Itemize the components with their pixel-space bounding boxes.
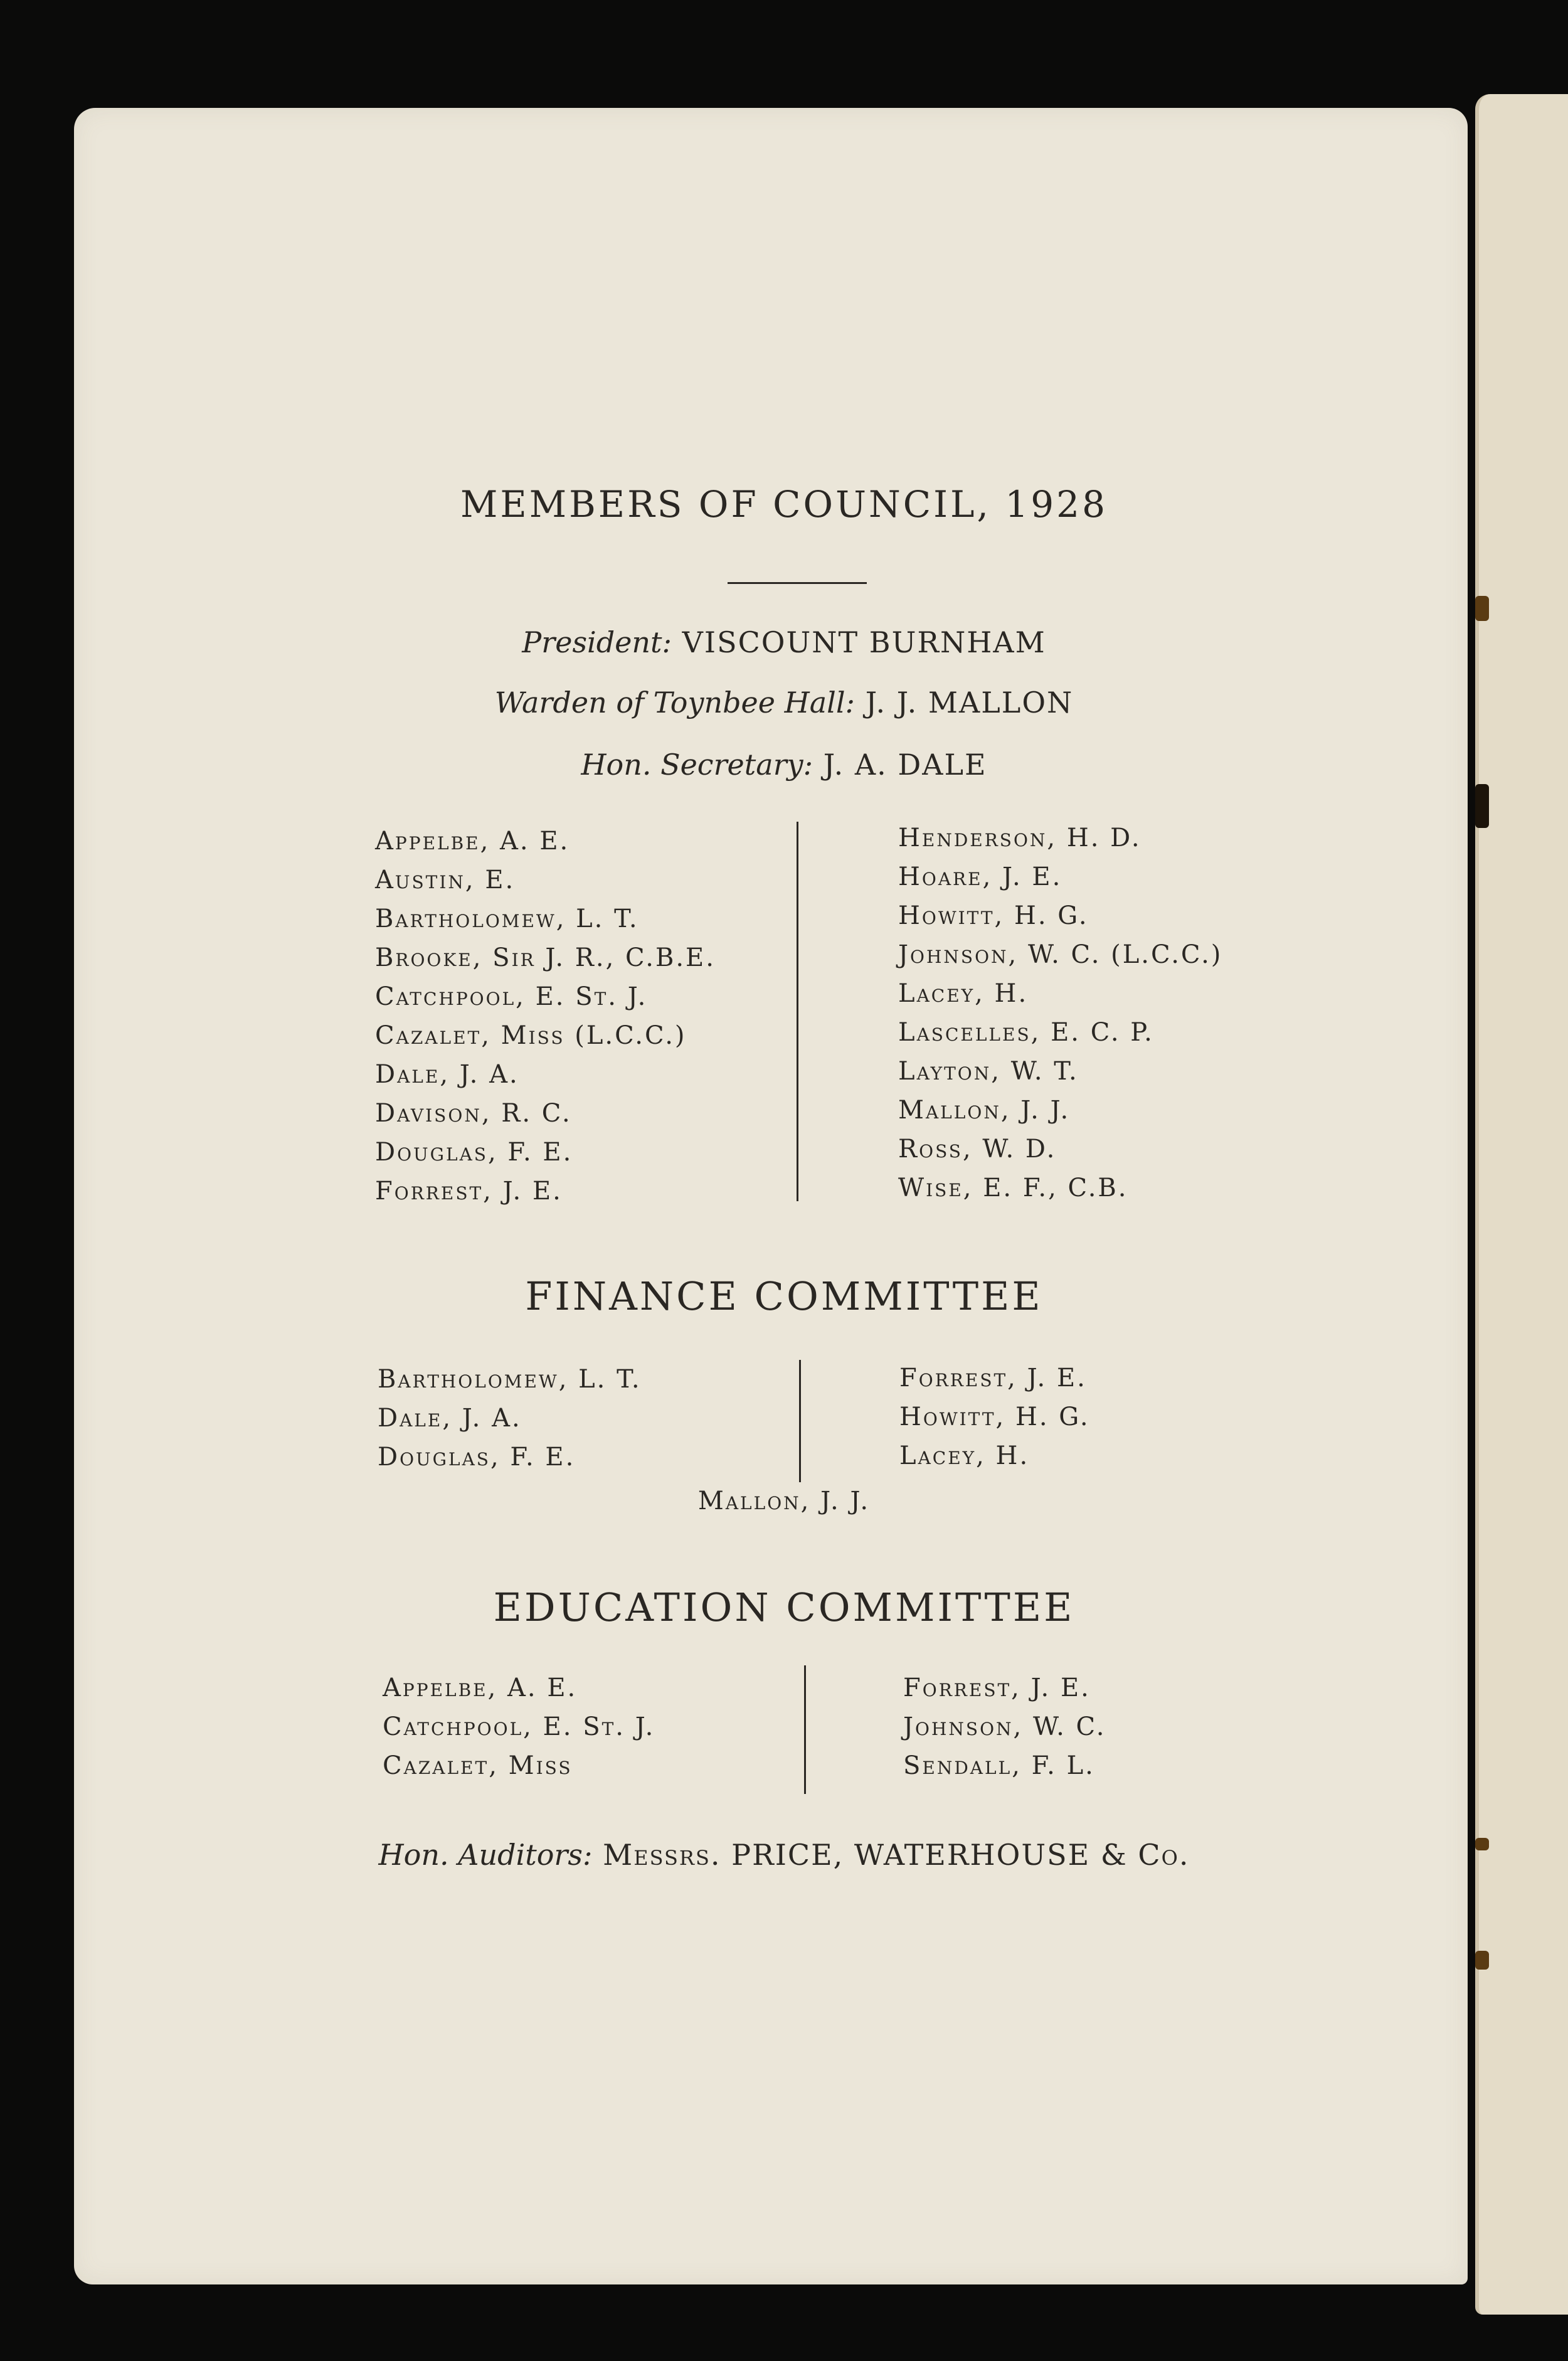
list-item: Dale, J. A. — [375, 1060, 519, 1089]
list-item: Davison, R. C. — [375, 1099, 572, 1128]
council-right-column — [898, 819, 1222, 1207]
finance-heading: FINANCE COMMITTEE — [525, 1273, 1043, 1319]
auditors-line — [0, 1838, 1568, 1872]
council-left-column — [375, 822, 716, 1211]
finance-centered-member: Mallon, J. J. — [697, 1487, 871, 1515]
list-item: Douglas, F. E. — [378, 1443, 576, 1472]
officer-role: Warden of Toynbee Hall: — [494, 686, 856, 719]
list-item: Johnson, W. C. (L.C.C.) — [898, 940, 1223, 969]
list-item: Howitt, H. G. — [898, 901, 1089, 930]
list-item: Sendall, F. L. — [903, 1751, 1095, 1780]
adjacent-page-edge — [1475, 94, 1568, 2315]
finance-right-column — [899, 1359, 1090, 1475]
list-item: Johnson, W. C. — [903, 1712, 1106, 1741]
finance-left-column — [378, 1360, 642, 1477]
list-item: Ross, W. D. — [898, 1135, 1057, 1164]
list-item: Lacey, H. — [898, 979, 1029, 1008]
education-right-column — [903, 1669, 1106, 1785]
list-item: Dale, J. A. — [378, 1404, 522, 1433]
officer-role: Hon. Secretary: — [581, 748, 813, 782]
officer-name: VISCOUNT BURNHAM — [682, 625, 1046, 659]
column-divider — [799, 1360, 801, 1482]
officer-warden — [0, 686, 1568, 719]
officer-secretary — [0, 748, 1568, 782]
list-item: Catchpool, E. St. J. — [375, 982, 648, 1011]
column-divider — [804, 1665, 806, 1794]
list-item: Catchpool, E. St. J. — [383, 1712, 655, 1741]
list-item: Hoare, J. E. — [898, 862, 1062, 891]
list-item: Forrest, J. E. — [375, 1177, 563, 1206]
officer-role: President: — [522, 625, 672, 659]
page-title: MEMBERS OF COUNCIL, 1928 — [460, 483, 1108, 526]
list-item: Howitt, H. G. — [899, 1403, 1090, 1431]
list-item: Henderson, H. D. — [898, 824, 1142, 852]
list-item: Cazalet, Miss — [383, 1751, 573, 1780]
list-item: Wise, E. F., C.B. — [898, 1174, 1128, 1202]
list-item: Bartholomew, L. T. — [378, 1365, 642, 1394]
officer-name: J. J. MALLON — [865, 686, 1074, 719]
list-item: Lascelles, E. C. P. — [898, 1018, 1154, 1047]
education-left-column — [383, 1669, 655, 1785]
auditors-role: Hon. Auditors: — [378, 1838, 593, 1872]
officer-president — [0, 625, 1568, 659]
list-item: Brooke, Sir J. R., C.B.E. — [375, 943, 716, 972]
list-item: Douglas, F. E. — [375, 1138, 573, 1167]
column-divider — [797, 822, 798, 1201]
title-divider — [728, 582, 867, 584]
list-item: Mallon, J. J. — [898, 1096, 1071, 1125]
list-item: Cazalet, Miss (L.C.C.) — [375, 1021, 687, 1050]
list-item: Layton, W. T. — [898, 1057, 1079, 1086]
list-item: Appelbe, A. E. — [375, 827, 570, 856]
education-heading: EDUCATION COMMITTEE — [493, 1584, 1075, 1630]
auditors-name: Messrs. PRICE, WATERHOUSE & Co. — [603, 1838, 1190, 1872]
document-page — [74, 108, 1468, 2284]
list-item: Austin, E. — [375, 866, 516, 894]
list-item: Forrest, J. E. — [899, 1364, 1087, 1393]
list-item: Appelbe, A. E. — [383, 1674, 578, 1702]
officer-name: J. A. DALE — [823, 748, 987, 782]
list-item: Bartholomew, L. T. — [375, 905, 639, 933]
list-item: Forrest, J. E. — [903, 1674, 1091, 1702]
list-item: Lacey, H. — [899, 1441, 1030, 1470]
